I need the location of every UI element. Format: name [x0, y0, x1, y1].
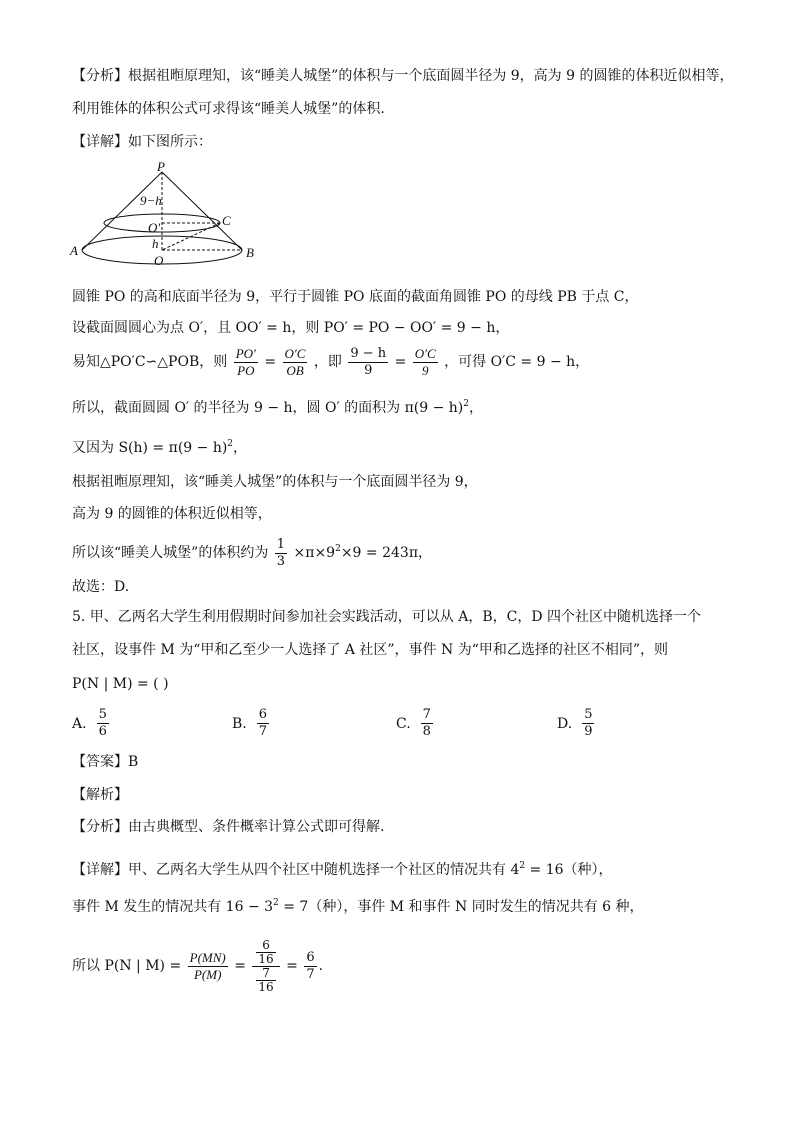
equals-sign-2: = — [394, 354, 407, 370]
solution-line-6: 根据祖暅原理知，该“睡美人城堡”的体积与一个底面圆半径为 9， — [72, 474, 478, 490]
detail2-equals-2: = — [286, 958, 298, 974]
analysis-line-1: 【分析】根据祖暅原理知，该“睡美人城堡”的体积与一个底面圆半径为 9，高为 9 的圆锥的体积近似相等， — [72, 68, 734, 84]
detail2-l2-sup: 2 — [273, 898, 279, 908]
detail2-line-2 — [72, 893, 644, 917]
inner-fraction-7-16: $\frac{7}{16}$ — [258, 965, 274, 994]
question5-line-3: P(N | M) = ( ) — [72, 676, 169, 692]
analysis2-label: 【分析】 — [72, 819, 128, 835]
solution-line-1: 圆锥 PO 的高和底面半径为 9，平行于圆锥 PO 底面的截面角圆锥 PO 的母线 PB 于点 C， — [72, 289, 639, 305]
choice-d[interactable] — [557, 707, 596, 740]
label-c: C — [222, 213, 231, 228]
sol8-text-b: ×π×9 — [293, 545, 336, 561]
detail2-l1-a: 甲、乙两名大学生从四个社区中随机选择一个社区的情况共有 4 — [128, 862, 520, 878]
fraction-one-third: $\frac{1}{3}$ — [276, 536, 286, 569]
sol8-text-a: 所以该“睡美人城堡”的体积约为 — [72, 545, 269, 561]
sol5-text: 又因为 S(h) = π(9 − h) — [72, 440, 228, 456]
solution-line-8 — [72, 529, 432, 573]
jiexi-line: 【解析】 — [72, 787, 128, 803]
label-p: P — [157, 160, 165, 174]
detail-label: 【详解】 — [72, 134, 128, 150]
fraction-6-over-7: $\frac{6}{7}$ — [306, 949, 315, 982]
choice-c-fraction: $\frac{7}{8}$ — [422, 707, 431, 739]
solution-line-3 — [72, 342, 589, 382]
analysis-line-2: 利用锥体的体积公式可求得该“睡美人城堡”的体积. — [72, 101, 385, 117]
detail2-l3-a: 所以 P(N | M) = — [72, 958, 182, 974]
answer-label: 【答案】 — [72, 754, 128, 770]
equals-sign: = — [264, 354, 277, 370]
detail2-label: 【详解】 — [72, 862, 128, 878]
sol3-text-b: ，即 — [313, 354, 342, 370]
choice-b-fraction: $\frac{6}{7}$ — [258, 707, 268, 739]
label-h: h — [152, 236, 159, 251]
detail2-l1-b: = 16（种）， — [525, 862, 613, 878]
analysis2-text: 由古典概型、条件概率计算公式即可得解. — [128, 819, 385, 835]
sol5-end: ， — [233, 440, 248, 456]
label-9-h: 9−h — [140, 193, 162, 208]
fraction-oc-over-ob: $\frac{O'C}{OB}$ — [284, 345, 306, 378]
label-o: O — [154, 253, 164, 268]
fraction-oc-over-9: $\frac{O'C}{9}$ — [414, 345, 436, 378]
detail2-equals-1: = — [234, 958, 246, 974]
detail2-l2-b: = 7（种），事件 M 和事件 N 同时发生的情况共有 6 种， — [278, 899, 644, 915]
choice-c-label: C. — [396, 715, 411, 732]
detail2-period: . — [318, 958, 324, 974]
detail-intro — [72, 132, 212, 152]
choice-a-fraction: $\frac{5}{6}$ — [98, 707, 107, 739]
answer-line — [72, 752, 138, 772]
sol8-text-c: ×9 = 243π， — [340, 545, 433, 561]
detail-text: 如下图所示： — [128, 134, 212, 150]
fraction-9-h-over-9: $\frac{9 - h}{9}$ — [350, 345, 387, 378]
solution-line-7: 高为 9 的圆锥的体积近似相等， — [72, 506, 272, 522]
choice-b-label: B. — [232, 715, 247, 732]
cone-figure — [66, 160, 266, 272]
choice-a-label: A. — [72, 715, 87, 732]
choice-d-label: D. — [557, 715, 573, 732]
question5-line-1: 5. 甲、乙两名大学生利用假期时间参加社会实践活动，可以从 A，B，C，D 四个社区中随机选择一个 — [72, 609, 702, 625]
detail2-line-1 — [72, 856, 613, 880]
sol4-end: ， — [468, 400, 483, 416]
analysis2-line — [72, 817, 384, 837]
sol3-text-c: ，可得 O′C = 9 − h， — [444, 354, 590, 370]
solution-line-9: 故选：D. — [72, 579, 130, 595]
complex-fraction — [252, 939, 279, 994]
sol5-sup: 2 — [227, 439, 234, 449]
choice-a[interactable] — [72, 707, 111, 740]
answer-value: B — [128, 754, 139, 770]
sol3-text-a: 易知△PO′C∽△POB，则 — [72, 354, 228, 370]
detail2-l1-sup: 2 — [519, 861, 526, 871]
choice-d-fraction: $\frac{5}{9}$ — [584, 707, 593, 739]
label-a: A — [70, 243, 78, 258]
question5-line-2: 社区，设事件 M 为“甲和乙至少一人选择了 A 社区”，事件 N 为“甲和乙选择的社区不相同”，则 — [72, 642, 669, 658]
solution-line-5 — [72, 434, 247, 458]
label-o-prime: O′ — [148, 220, 161, 235]
sol8-sup: 2 — [335, 544, 341, 554]
detail2-line-3 — [72, 930, 323, 1002]
label-b: B — [246, 245, 254, 260]
choice-c[interactable] — [396, 707, 435, 740]
fraction-po-prime-over-po: $\frac{PO'}{PO}$ — [235, 345, 256, 378]
sol4-sup: 2 — [463, 399, 469, 409]
solution-line-2: 设截面圆圆心为点 O′，且 OO′ = h，则 PO′ = PO − OO′ = 9 − h， — [72, 320, 510, 336]
sol4-text: 所以，截面圆圆 O′ 的半径为 9 − h，圆 O′ 的面积为 π(9 − h) — [72, 400, 464, 416]
fraction-pmn-over-pm: $\frac{P(MN)}{P(M)}$ — [189, 949, 226, 982]
inner-fraction-6-16: $\frac{6}{16}$ — [258, 937, 274, 966]
detail2-l2-a: 事件 M 发生的情况共有 16 − 3 — [72, 899, 274, 915]
choice-b[interactable] — [232, 707, 271, 740]
solution-line-4 — [72, 394, 483, 418]
